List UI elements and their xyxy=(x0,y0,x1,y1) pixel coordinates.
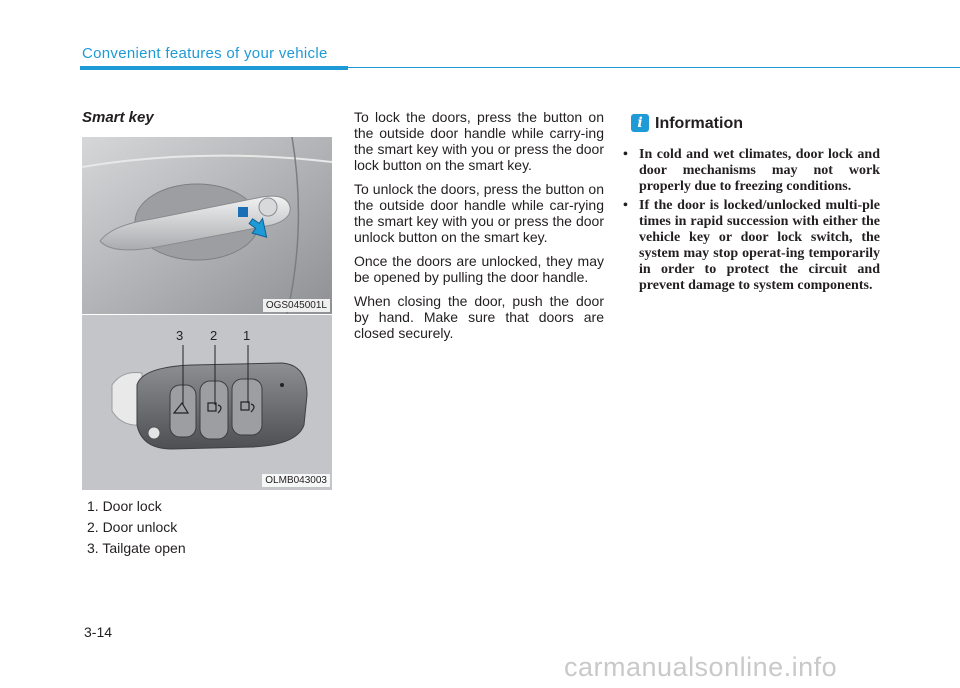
header-bar xyxy=(80,66,348,70)
paragraph: When closing the door, push the door by hand. Make sure that doors are closed securely. xyxy=(354,293,604,341)
page-number: 3-14 xyxy=(84,624,113,640)
header-line xyxy=(348,67,960,68)
list-item: 2. Door unlock xyxy=(87,519,178,535)
list-item: 3. Tailgate open xyxy=(87,540,186,556)
door-handle-illustration xyxy=(82,137,332,314)
figure-code: OGS045001L xyxy=(263,299,330,312)
door-handle-figure xyxy=(82,137,332,314)
paragraph: Once the doors are unlocked, they may be opened by pulling the door handle. xyxy=(354,253,604,285)
callout-3: 3 xyxy=(176,328,184,343)
watermark: carmanualsonline.info xyxy=(564,652,838,682)
header-title: Convenient features of your vehicle xyxy=(82,45,328,62)
list-item: • In cold and wet climates, door lock and door mechanisms may not work properly due to freezing conditions. xyxy=(623,147,880,195)
paragraph: To lock the doors, press the button on the outside door handle while carry-ing the smart key with you or press the door lock button on the smart key. xyxy=(354,109,604,173)
callout-2: 2 xyxy=(210,328,218,343)
smart-key-figure xyxy=(82,315,332,490)
smart-key-illustration xyxy=(82,315,332,490)
info-title: Information xyxy=(655,115,743,132)
section-title: Smart key xyxy=(82,109,154,126)
button-legend xyxy=(87,496,186,559)
body-text xyxy=(354,109,604,349)
list-item: 1. Door lock xyxy=(87,498,162,514)
info-icon: i xyxy=(631,114,649,132)
callout-1: 1 xyxy=(243,328,251,343)
figure-code: OLMB043003 xyxy=(262,474,330,487)
list-item: • If the door is locked/unlocked multi-ple times in rapid succession with either the vehicle key or door lock switch, the system may stop operat-ing temporarily in order to protect the circuit and prevent damage to system components. xyxy=(623,198,880,294)
paragraph: To unlock the doors, press the button on the outside door handle while car-rying the smart key with you or press the door unlock button on the smart key. xyxy=(354,181,604,245)
info-list xyxy=(623,147,880,297)
